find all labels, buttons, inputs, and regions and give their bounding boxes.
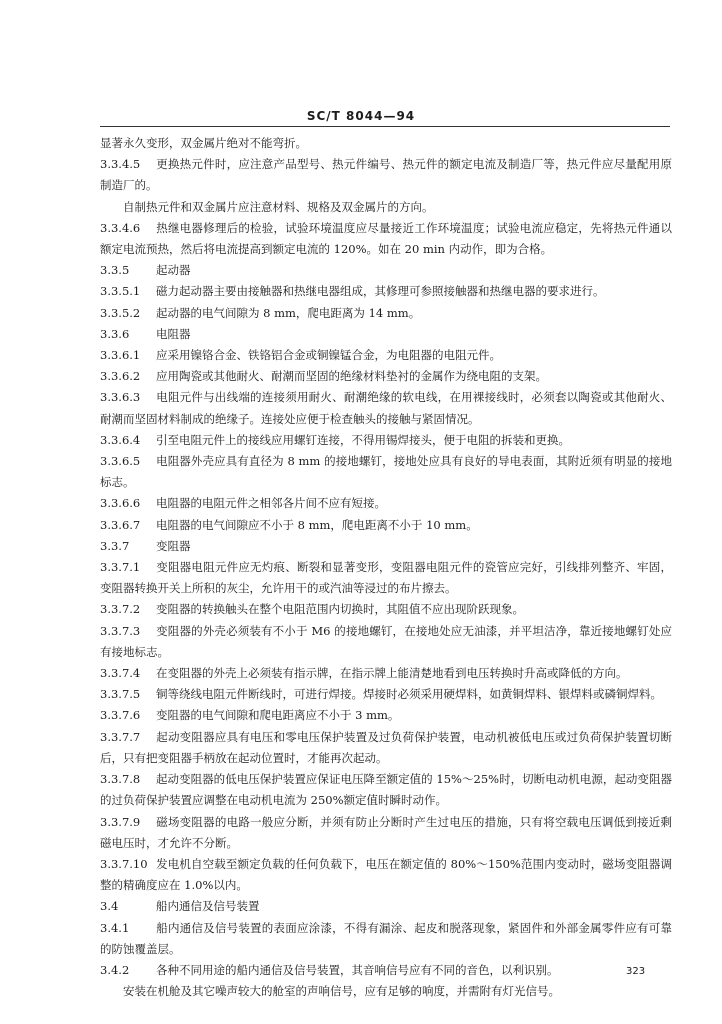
clause-number: 3.3.7.1	[100, 560, 141, 575]
clause-number: 3.3.7.5	[100, 687, 141, 702]
clause-number: 3.3.6.5	[100, 454, 141, 469]
clause-text: 显著永久变形，双金属片绝对不能弯折。	[100, 136, 307, 150]
clause-text: 船内通信及信号装置的表面应涂漆，不得有漏涂、起皮和脱落现象，紧固件和外部金属零件应有可靠的防蚀覆盖层。	[100, 920, 672, 956]
clause-3-3-6-4	[100, 430, 672, 451]
clause-number: 3.3.6.3	[100, 390, 141, 405]
clause-number: 3.3.6.2	[100, 369, 141, 384]
clause-text: 船内通信及信号装置	[156, 899, 260, 914]
clause-3-3-7-10	[100, 854, 672, 896]
clause-number: 3.3.7.7	[100, 729, 141, 744]
clause-text: 在变阻器的外壳上必须装有指示牌，在指示牌上能清楚地看到电压转换时升高或降低的方向。	[156, 666, 628, 681]
document-body	[100, 133, 672, 1002]
clause-number: 3.3.7	[100, 538, 130, 553]
clause-number: 3.3.4.5	[100, 157, 141, 172]
clause-3-3-7-3	[100, 621, 672, 663]
paragraph-continuation	[100, 133, 672, 154]
clause-text: 电阻器	[156, 326, 191, 341]
clause-number: 3.3.4.6	[100, 220, 141, 235]
clause-text: 起动变阻器应具有电压和零电压保护装置及过负荷保护装置，电动机被低电压或过负荷保护装置切断后，只有把变阻器手柄放在起动位置时，才能再次起动。	[100, 729, 672, 765]
clause-3-3-5-2	[100, 303, 672, 324]
paragraph-continuation	[100, 981, 672, 1002]
clause-text: 起动器的电气间隙为 8 mm，爬电距离为 14 mm。	[156, 305, 421, 320]
clause-3-3-6-3	[100, 387, 672, 429]
clause-text: 电阻器的电阻元件之相邻各片间不应有短接。	[156, 496, 386, 511]
clause-3-4-2	[100, 960, 672, 981]
clause-number: 3.3.5.2	[100, 305, 141, 320]
clause-text: 变阻器的外壳必须装有不小于 M6 的接地螺钉，在接地处应无油漆，并平坦洁净，靠近接地螺钉处应有接地标志。	[100, 623, 672, 659]
clause-text: 变阻器	[156, 538, 191, 553]
clause-number: 3.3.5	[100, 263, 130, 278]
clause-3-3-5	[100, 260, 672, 281]
clause-number: 3.3.7.8	[100, 772, 141, 787]
clause-text: 发电机自空载至额定负载的任何负载下，电压在额定值的 80%～150%范围内变动时，磁场变阻器调整的精确度应在 1.0%以内。	[100, 856, 672, 893]
clause-3-3-4-5	[100, 154, 672, 196]
clause-3-3-4-6	[100, 218, 672, 260]
clause-3-3-6	[100, 324, 672, 345]
clause-3-3-6-5	[100, 451, 672, 493]
clause-3-3-7-7	[100, 727, 672, 769]
clause-text: 磁力起动器主要由接触器和热继电器组成，其修理可参照接触器和热继电器的要求进行。	[156, 284, 605, 299]
clause-number: 3.3.6.7	[100, 517, 141, 532]
clause-text: 电阻器外壳应具有直径为 8 mm 的接地螺钉，接地处应具有良好的导电表面，其附近须有明显的接地标志。	[100, 454, 672, 490]
clause-3-4-1	[100, 918, 672, 960]
clause-text: 更换热元件时，应注意产品型号、热元件编号、热元件的额定电流及制造厂等，热元件应尽量配用原制造厂的。	[100, 157, 672, 193]
clause-3-3-6-7	[100, 515, 672, 536]
clause-3-3-7-6	[100, 705, 672, 726]
clause-3-4	[100, 896, 672, 917]
clause-number: 3.3.6.4	[100, 432, 141, 447]
page-number: 323	[626, 966, 646, 977]
clause-3-3-6-1	[100, 345, 672, 366]
clause-text: 引至电阻元件上的接线应用螺钉连接，不得用锡焊接头，便于电阻的拆装和更换。	[156, 432, 570, 447]
clause-3-3-7-9	[100, 812, 672, 854]
clause-3-3-6-2	[100, 366, 672, 387]
clause-text: 各种不同用途的船内通信及信号装置，其音响信号应有不同的音色，以利识别。	[156, 962, 559, 977]
clause-3-3-7-8	[100, 769, 672, 811]
clause-3-3-7-5	[100, 684, 672, 705]
clause-number: 3.4	[100, 899, 119, 914]
header-rule	[100, 126, 670, 127]
clause-text: 起动变阻器的低电压保护装置应保证电压降至额定值的 15%～25%时，切断电动机电源，起动变阻器的过负荷保护装置应调整在电动机电流为 250%额定值时瞬时动作。	[100, 772, 672, 808]
clause-number: 3.3.7.2	[100, 602, 141, 617]
clause-number: 3.3.7.6	[100, 708, 141, 723]
clause-number: 3.3.7.3	[100, 623, 141, 638]
clause-text: 变阻器的电气间隙和爬电距离应不小于 3 mm。	[156, 708, 400, 723]
clause-text: 安装在机舱及其它噪声较大的舱室的声响信号，应有足够的响度，并需附有灯光信号。	[123, 984, 560, 999]
paragraph-continuation	[100, 197, 672, 218]
clause-3-3-6-6	[100, 493, 672, 514]
clause-number: 3.4.2	[100, 962, 130, 977]
clause-text: 应采用镍铬合金、铁铬铝合金或铜镍锰合金，为电阻器的电阻元件。	[156, 348, 501, 363]
clause-3-3-7	[100, 536, 672, 557]
clause-3-3-5-1	[100, 281, 672, 302]
clause-number: 3.3.7.9	[100, 814, 141, 829]
clause-text: 应用陶瓷或其他耐火、耐潮而坚固的绝缘材料垫衬的金属作为绕电阻的支架。	[156, 369, 547, 384]
clause-3-3-7-1	[100, 557, 672, 599]
clause-text: 电阻元件与出线端的连接须用耐火、耐潮绝缘的软电线，在用裸接线时，必须套以陶瓷或其他耐火、耐潮而坚固材料制成的绝缘子。连接处应便于检查触头的接触与紧固情况。	[100, 390, 672, 426]
clause-number: 3.3.7.4	[100, 666, 141, 681]
clause-number: 3.3.6	[100, 326, 130, 341]
clause-number: 3.3.5.1	[100, 284, 141, 299]
clause-number: 3.3.6.1	[100, 348, 141, 363]
clause-number: 3.3.6.6	[100, 496, 141, 511]
clause-text: 热继电器修理后的检验，试验环境温度应尽量接近工作环境温度；试验电流应稳定，先将热元件通以额定电流预热，然后将电流提高到额定电流的 120%。如在 20 min 内动作，即为合格。	[100, 220, 672, 257]
clause-number: 3.4.1	[100, 920, 130, 935]
clause-text: 变阻器电阻元件应无灼痕、断裂和显著变形，变阻器电阻元件的瓷管应完好，引线排列整齐、牢固，变阻器转换开关上所积的灰尘，允许用干的或汽油等浸过的布片擦去。	[100, 560, 672, 596]
clause-text: 自制热元件和双金属片应注意材料、规格及双金属片的方向。	[123, 199, 434, 214]
clause-3-3-7-2	[100, 599, 672, 620]
clause-text: 起动器	[156, 263, 191, 278]
clause-number: 3.3.7.10	[100, 856, 148, 871]
clause-text: 铜等绕线电阻元件断线时，可进行焊接。焊接时必须采用硬焊料，如黄铜焊料、银焊料或磷铜焊料。	[156, 687, 662, 702]
clause-text: 电阻器的电气间隙应不小于 8 mm，爬电距离不小于 10 mm。	[156, 517, 478, 532]
clause-text: 变阻器的转换触头在整个电阻范围内切换时，其阻值不应出现阶跃现象。	[156, 602, 524, 617]
document-code-header: SC/T 8044—94	[306, 109, 416, 123]
clause-3-3-7-4	[100, 663, 672, 684]
clause-text: 磁场变阻器的电路一般应分断，并须有防止分断时产生过电压的措施，只有将空载电压调低到接近剩磁电压时，才允许不分断。	[100, 814, 672, 850]
